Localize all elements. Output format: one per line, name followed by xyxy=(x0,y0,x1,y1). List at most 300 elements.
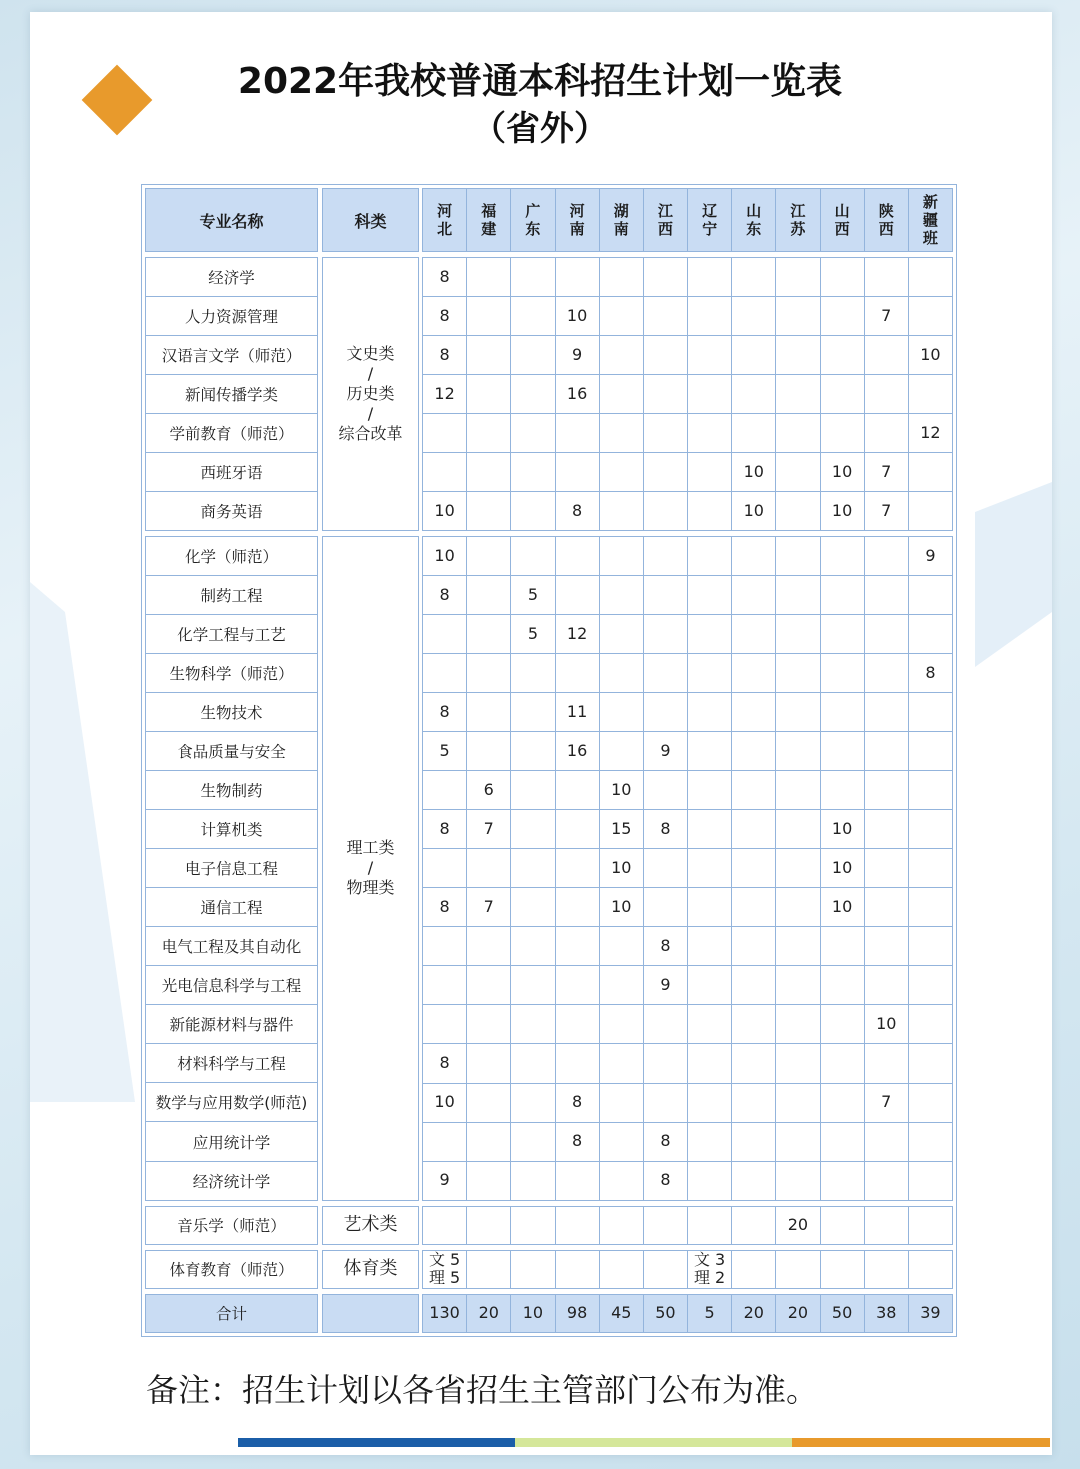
quota-cell xyxy=(644,537,687,575)
quota-cell xyxy=(909,927,952,965)
category-cell xyxy=(322,536,419,1201)
quota-cell: 文 5 理 5 xyxy=(423,1251,466,1288)
quota-cell xyxy=(688,537,731,575)
total-row xyxy=(145,1294,953,1333)
quota-cell xyxy=(511,1084,554,1122)
quota-cell xyxy=(467,927,510,965)
quota-cell xyxy=(511,297,554,335)
quota-cell xyxy=(909,258,952,296)
quota-cell: 20 xyxy=(776,1207,819,1244)
quota-cell xyxy=(865,654,908,692)
quota-cell xyxy=(865,1044,908,1082)
province-header-label: 河南 xyxy=(569,202,585,238)
major-name-cell xyxy=(146,1083,317,1121)
quota-cell xyxy=(467,615,510,653)
major-name: 化学（师范） xyxy=(184,547,278,566)
quota-cell xyxy=(688,849,731,887)
quota-cell xyxy=(909,1251,952,1288)
quota-cell xyxy=(688,1044,731,1082)
quota-cell xyxy=(688,1084,731,1122)
major-name: 制药工程 xyxy=(200,586,263,605)
quota-cell xyxy=(600,297,643,335)
category-cell xyxy=(322,1250,419,1289)
quota-cell: 6 xyxy=(467,771,510,809)
quota-cell xyxy=(600,966,643,1004)
category-line: / xyxy=(367,403,374,423)
total-cell: 38 xyxy=(865,1295,908,1332)
quota-cell xyxy=(821,537,864,575)
quota-cell xyxy=(821,771,864,809)
total-cell: 45 xyxy=(600,1295,643,1332)
quota-grid xyxy=(422,1206,953,1245)
quota-cell xyxy=(865,258,908,296)
quota-cell xyxy=(688,966,731,1004)
quota-cell xyxy=(467,654,510,692)
quota-cell xyxy=(556,888,599,926)
quota-cell xyxy=(511,1123,554,1161)
quota-cell xyxy=(821,1005,864,1043)
quota-cell xyxy=(821,576,864,614)
quota-cell xyxy=(556,537,599,575)
quota-cell: 10 xyxy=(821,810,864,848)
quota-cell xyxy=(732,810,775,848)
quota-cell: 8 xyxy=(644,810,687,848)
quota-cell: 8 xyxy=(423,888,466,926)
province-header-cell xyxy=(776,189,819,251)
total-cell: 50 xyxy=(644,1295,687,1332)
quota-cell xyxy=(688,1162,731,1200)
major-name-cell xyxy=(146,537,317,575)
quota-cell xyxy=(467,1123,510,1161)
major-name-cell xyxy=(146,693,317,731)
quota-cell xyxy=(821,297,864,335)
total-cell: 10 xyxy=(511,1295,554,1332)
title-line-1: 2022年我校普通本科招生计划一览表 xyxy=(237,61,843,102)
quota-cell xyxy=(467,1207,510,1244)
quota-cell xyxy=(865,888,908,926)
category-label xyxy=(344,1259,398,1279)
quota-cell xyxy=(467,258,510,296)
quota-cell xyxy=(600,258,643,296)
quota-cell xyxy=(644,1251,687,1288)
quota-grid xyxy=(422,536,953,1201)
quota-cell xyxy=(600,654,643,692)
quota-cell xyxy=(467,336,510,374)
major-name-cell xyxy=(146,732,317,770)
major-name: 计算机类 xyxy=(200,821,263,840)
quota-cell xyxy=(467,414,510,452)
quota-cell xyxy=(688,576,731,614)
quota-cell: 7 xyxy=(865,297,908,335)
quota-cell xyxy=(467,453,510,491)
quota-cell xyxy=(688,1005,731,1043)
quota-cell xyxy=(511,654,554,692)
quota-cell xyxy=(644,1084,687,1122)
quota-cell xyxy=(644,615,687,653)
major-name-cell xyxy=(146,1251,317,1288)
major-name-cell xyxy=(146,1044,317,1082)
province-header-cell xyxy=(688,189,731,251)
category-line: / xyxy=(367,858,374,878)
quota-cell xyxy=(556,1251,599,1288)
quota-cell: 9 xyxy=(644,732,687,770)
quota-cell xyxy=(909,693,952,731)
major-name-cell xyxy=(146,414,317,452)
category-line: 体育类 xyxy=(343,1258,398,1280)
quota-cell xyxy=(511,732,554,770)
total-cell: 50 xyxy=(821,1295,864,1332)
major-name: 应用统计学 xyxy=(192,1133,271,1152)
major-name: 商务英语 xyxy=(200,502,263,521)
quota-cell xyxy=(644,1044,687,1082)
category-header-cell xyxy=(322,188,419,252)
major-name: 学前教育（师范） xyxy=(169,424,294,443)
quota-cell xyxy=(556,849,599,887)
major-name-column xyxy=(145,257,318,531)
quota-cell xyxy=(865,414,908,452)
table-header-row xyxy=(145,188,953,252)
major-name: 体育教育（师范） xyxy=(169,1261,294,1280)
enrollment-plan-table xyxy=(141,184,957,1337)
quota-cell xyxy=(423,966,466,1004)
major-name-cell xyxy=(146,810,317,848)
quota-cell xyxy=(511,1005,554,1043)
quota-cell xyxy=(776,1162,819,1200)
quota-cell xyxy=(688,927,731,965)
bottom-color-bar xyxy=(238,1438,1050,1447)
quota-cell: 7 xyxy=(467,810,510,848)
quota-cell xyxy=(688,771,731,809)
quota-cell: 10 xyxy=(821,492,864,530)
total-cell: 98 xyxy=(556,1295,599,1332)
quota-cell xyxy=(511,771,554,809)
quota-cell xyxy=(776,849,819,887)
quota-cell xyxy=(865,693,908,731)
quota-cell xyxy=(776,888,819,926)
province-header-cell xyxy=(556,189,599,251)
quota-cell xyxy=(688,375,731,413)
quota-cell xyxy=(732,375,775,413)
quota-cell xyxy=(644,453,687,491)
quota-cell xyxy=(732,693,775,731)
quota-cell xyxy=(821,1162,864,1200)
major-name-cell xyxy=(146,258,317,296)
quota-cell: 10 xyxy=(821,888,864,926)
quota-cell xyxy=(776,336,819,374)
quota-cell xyxy=(467,297,510,335)
quota-cell xyxy=(865,537,908,575)
quota-cell xyxy=(644,258,687,296)
category-label xyxy=(338,344,402,444)
quota-cell: 5 xyxy=(423,732,466,770)
quota-cell xyxy=(511,537,554,575)
decor-shape-right xyxy=(975,482,1052,667)
quota-cell xyxy=(821,1207,864,1244)
quota-cell: 8 xyxy=(423,810,466,848)
quota-cell xyxy=(909,888,952,926)
quota-cell: 12 xyxy=(909,414,952,452)
quota-cell xyxy=(688,297,731,335)
province-header-label: 山东 xyxy=(746,202,762,238)
major-name: 新闻传播学类 xyxy=(184,385,278,404)
quota-cell xyxy=(821,375,864,413)
quota-cell xyxy=(732,732,775,770)
quota-cell xyxy=(556,1044,599,1082)
quota-cell xyxy=(688,654,731,692)
quota-cell xyxy=(776,732,819,770)
quota-cell xyxy=(776,1084,819,1122)
major-name: 生物制药 xyxy=(200,782,263,801)
quota-cell xyxy=(644,1005,687,1043)
quota-cell xyxy=(909,1084,952,1122)
quota-cell xyxy=(732,1251,775,1288)
quota-cell xyxy=(600,492,643,530)
quota-cell xyxy=(467,1162,510,1200)
quota-cell: 8 xyxy=(556,1123,599,1161)
table-group xyxy=(145,536,953,1201)
quota-cell xyxy=(909,1207,952,1244)
quota-cell: 8 xyxy=(556,492,599,530)
quota-cell xyxy=(556,414,599,452)
quota-cell xyxy=(600,576,643,614)
major-name-cell xyxy=(146,297,317,335)
total-category-cell xyxy=(322,1294,419,1333)
quota-cell xyxy=(644,492,687,530)
major-name-cell xyxy=(146,654,317,692)
quota-grid xyxy=(422,1250,953,1289)
major-name-cell xyxy=(146,1207,317,1244)
quota-cell xyxy=(776,576,819,614)
province-header-label: 陕西 xyxy=(878,202,894,238)
quota-cell xyxy=(776,453,819,491)
major-name-cell xyxy=(146,927,317,965)
quota-cell: 11 xyxy=(556,693,599,731)
major-name: 经济学 xyxy=(208,268,255,287)
quota-cell xyxy=(909,453,952,491)
quota-cell xyxy=(467,693,510,731)
quota-cell xyxy=(776,258,819,296)
quota-cell xyxy=(688,453,731,491)
province-header-cell xyxy=(865,189,908,251)
province-header-cell xyxy=(511,189,554,251)
major-name: 通信工程 xyxy=(200,899,263,918)
major-name: 生物科学（师范） xyxy=(169,664,294,683)
quota-cell xyxy=(644,1207,687,1244)
quota-cell xyxy=(776,1005,819,1043)
quota-cell xyxy=(511,849,554,887)
quota-cell: 9 xyxy=(423,1162,466,1200)
major-header-column xyxy=(145,188,318,252)
quota-cell xyxy=(644,375,687,413)
quota-cell xyxy=(423,1123,466,1161)
quota-cell: 16 xyxy=(556,732,599,770)
quota-cell xyxy=(732,258,775,296)
quota-cell xyxy=(644,654,687,692)
quota-cell xyxy=(511,1251,554,1288)
province-header-cell xyxy=(732,189,775,251)
major-name: 人力资源管理 xyxy=(184,307,278,326)
quota-cell xyxy=(909,1044,952,1082)
quota-cell xyxy=(909,1162,952,1200)
quota-cell xyxy=(821,654,864,692)
total-cell: 5 xyxy=(688,1295,731,1332)
quota-cell xyxy=(511,414,554,452)
quota-cell: 16 xyxy=(556,375,599,413)
quota-cell: 10 xyxy=(600,888,643,926)
quota-cell xyxy=(644,297,687,335)
quota-cell xyxy=(732,537,775,575)
decor-shape-left xyxy=(30,582,135,1102)
major-name: 光电信息科学与工程 xyxy=(161,977,302,996)
quota-cell: 文 3 理 2 xyxy=(688,1251,731,1288)
quota-cell xyxy=(732,1044,775,1082)
quota-cell xyxy=(732,1084,775,1122)
quota-cell xyxy=(909,576,952,614)
quota-cell xyxy=(423,927,466,965)
total-cell: 39 xyxy=(909,1295,952,1332)
quota-cell xyxy=(776,414,819,452)
quota-cell xyxy=(511,258,554,296)
quota-cell xyxy=(600,414,643,452)
province-header-label: 江苏 xyxy=(790,202,806,238)
major-header-label: 专业名称 xyxy=(199,211,264,231)
quota-cell xyxy=(556,1207,599,1244)
quota-cell xyxy=(467,732,510,770)
quota-cell xyxy=(556,576,599,614)
major-name: 生物技术 xyxy=(200,703,263,722)
quota-cell: 8 xyxy=(644,1162,687,1200)
category-line: 文史类 xyxy=(346,343,395,363)
quota-grid xyxy=(422,257,953,531)
quota-cell xyxy=(909,771,952,809)
category-line: 理工类 xyxy=(346,838,395,858)
quota-cell xyxy=(776,771,819,809)
quota-cell xyxy=(732,771,775,809)
quota-cell xyxy=(821,336,864,374)
quota-cell xyxy=(688,693,731,731)
quota-cell xyxy=(821,258,864,296)
quota-cell: 8 xyxy=(423,336,466,374)
quota-cell xyxy=(776,492,819,530)
quota-cell xyxy=(423,1207,466,1244)
quota-cell xyxy=(511,927,554,965)
major-name: 经济统计学 xyxy=(192,1172,271,1191)
quota-cell xyxy=(865,927,908,965)
category-cell xyxy=(322,257,419,531)
major-name-column xyxy=(145,1250,318,1289)
major-name-cell xyxy=(146,375,317,413)
quota-cell: 10 xyxy=(556,297,599,335)
quota-cell xyxy=(732,414,775,452)
quota-cell xyxy=(776,810,819,848)
quota-cell xyxy=(511,375,554,413)
major-name: 化学工程与工艺 xyxy=(177,625,286,644)
quota-cell xyxy=(688,1207,731,1244)
quota-cell xyxy=(467,576,510,614)
quota-cell xyxy=(467,537,510,575)
major-name: 汉语言文学（师范） xyxy=(161,346,302,365)
quota-cell xyxy=(776,927,819,965)
quota-cell xyxy=(644,576,687,614)
quota-cell xyxy=(556,1162,599,1200)
title-line-2: （省外） xyxy=(472,109,608,149)
category-line: 历史类 xyxy=(346,383,395,403)
quota-cell xyxy=(511,693,554,731)
quota-cell xyxy=(688,414,731,452)
total-cell: 20 xyxy=(467,1295,510,1332)
major-name-column xyxy=(145,536,318,1201)
quota-cell xyxy=(556,966,599,1004)
quota-cell xyxy=(423,615,466,653)
quota-cell xyxy=(776,1251,819,1288)
quota-cell: 10 xyxy=(865,1005,908,1043)
quota-cell xyxy=(909,375,952,413)
quota-cell: 5 xyxy=(511,615,554,653)
major-name-cell xyxy=(146,966,317,1004)
quota-cell xyxy=(732,927,775,965)
quota-cell xyxy=(821,1084,864,1122)
province-header-cell xyxy=(821,189,864,251)
quota-cell xyxy=(732,654,775,692)
quota-cell xyxy=(776,375,819,413)
table-group xyxy=(145,1206,953,1245)
quota-cell: 9 xyxy=(644,966,687,1004)
quota-cell xyxy=(511,966,554,1004)
quota-cell: 7 xyxy=(865,453,908,491)
quota-cell xyxy=(600,732,643,770)
quota-cell xyxy=(556,654,599,692)
quota-cell xyxy=(776,297,819,335)
major-name: 新能源材料与器件 xyxy=(169,1016,294,1035)
quota-cell xyxy=(467,1084,510,1122)
major-name-cell xyxy=(146,849,317,887)
quota-cell xyxy=(423,849,466,887)
quota-cell xyxy=(600,927,643,965)
quota-cell: 7 xyxy=(865,492,908,530)
quota-cell xyxy=(865,1162,908,1200)
quota-cell xyxy=(600,1162,643,1200)
major-name-cell xyxy=(146,576,317,614)
quota-cell xyxy=(865,576,908,614)
quota-cell xyxy=(511,1207,554,1244)
quota-cell xyxy=(909,1005,952,1043)
quota-cell xyxy=(688,1123,731,1161)
major-name: 材料科学与工程 xyxy=(177,1055,286,1074)
province-header-label: 辽宁 xyxy=(702,202,718,238)
category-label xyxy=(344,1215,398,1235)
bar-segment-green xyxy=(515,1438,792,1447)
quota-cell xyxy=(821,693,864,731)
quota-cell xyxy=(732,1123,775,1161)
quota-cell xyxy=(865,732,908,770)
province-header-label: 湖南 xyxy=(613,202,629,238)
quota-cell xyxy=(600,1207,643,1244)
major-name: 数学与应用数学(师范) xyxy=(155,1094,308,1113)
quota-cell xyxy=(865,810,908,848)
major-name: 电子信息工程 xyxy=(184,860,278,879)
quota-cell xyxy=(556,771,599,809)
quota-cell xyxy=(600,537,643,575)
quota-cell: 8 xyxy=(909,654,952,692)
major-name-cell xyxy=(146,1162,317,1200)
province-header-label: 河北 xyxy=(437,202,453,238)
quota-cell xyxy=(732,849,775,887)
total-label-column xyxy=(145,1294,318,1333)
category-line: 综合改革 xyxy=(338,423,403,443)
major-name-cell xyxy=(146,1122,317,1160)
quota-cell xyxy=(688,615,731,653)
quota-cell xyxy=(467,375,510,413)
